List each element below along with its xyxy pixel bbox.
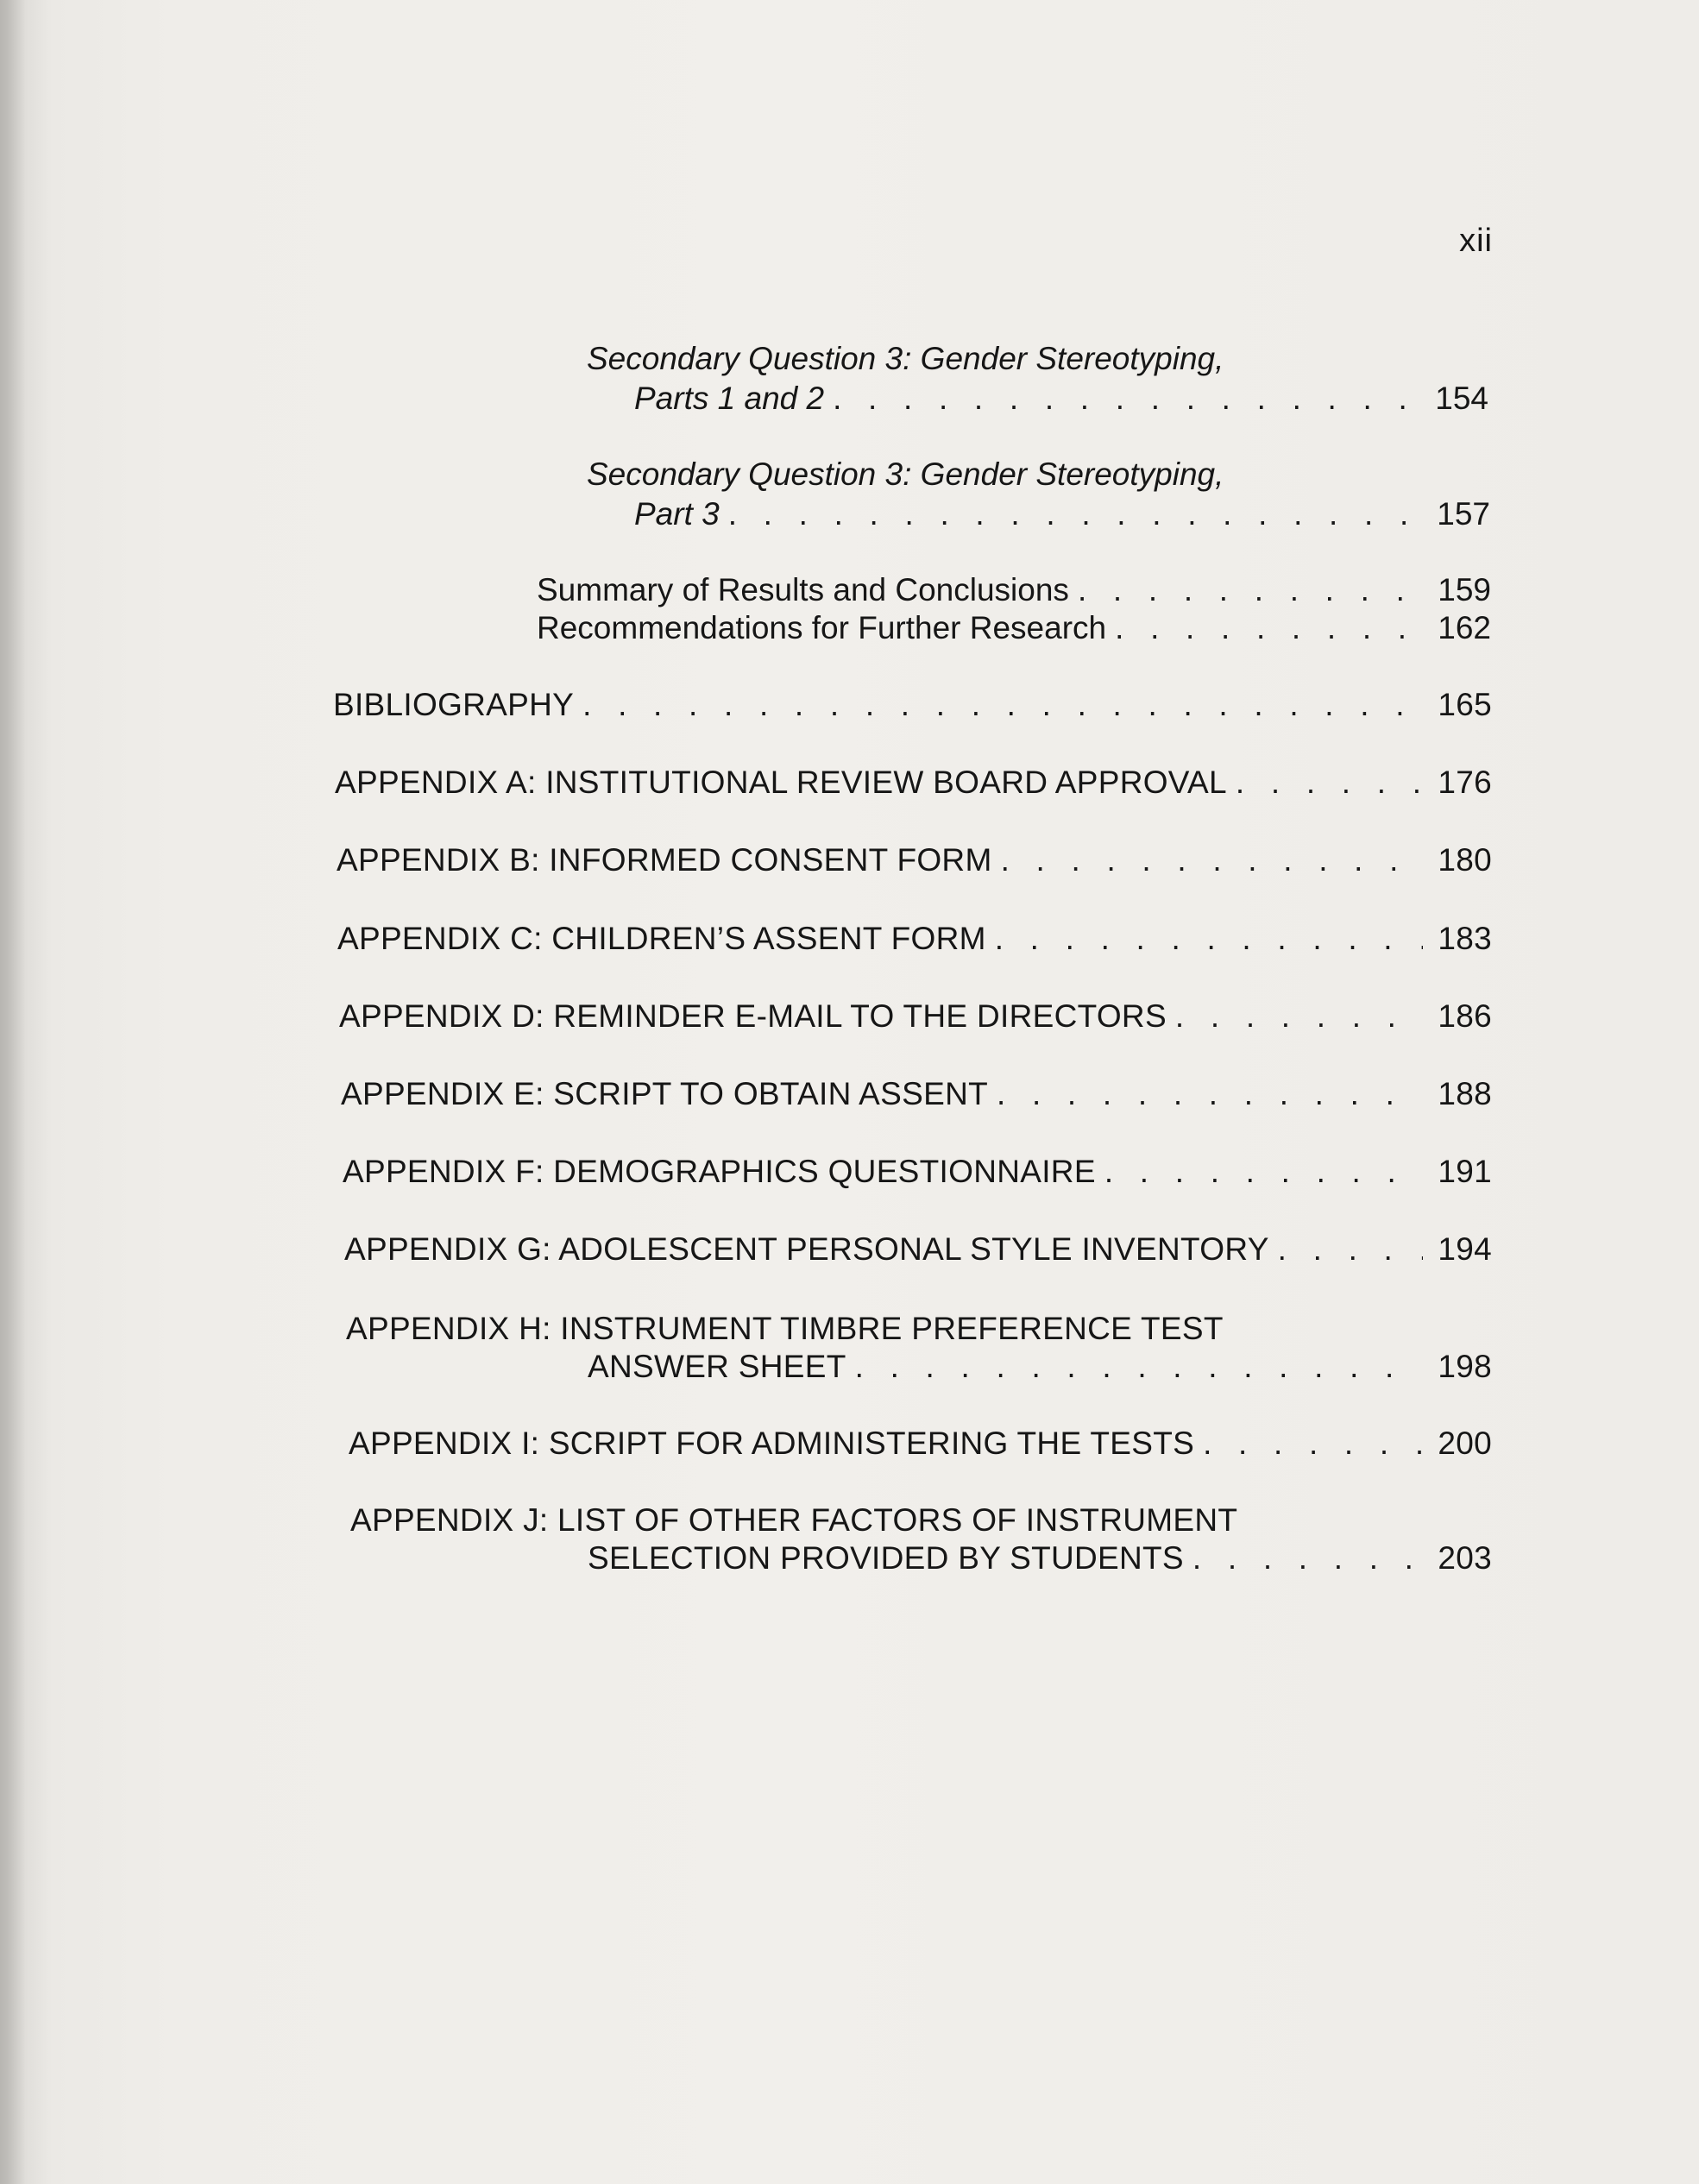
toc-entry-title: APPENDIX J: LIST OF OTHER FACTORS OF INSTRUMENT xyxy=(350,1502,1238,1538)
dot-leader xyxy=(986,920,1423,958)
toc-entry-page: 188 xyxy=(1438,1076,1492,1111)
dot-leader xyxy=(574,686,1423,724)
toc-entry-title-cont: Parts 1 and 2 xyxy=(634,381,825,416)
toc-entry-page: 154 xyxy=(1435,381,1488,416)
toc-entry-title-cont: SELECTION PROVIDED BY STUDENTS xyxy=(588,1540,1184,1576)
toc-entry-title: Secondary Question 3: Gender Stereotyping, xyxy=(587,456,1224,492)
toc-entry-title: Summary of Results and Conclusions xyxy=(537,572,1069,607)
toc-entry-page: 183 xyxy=(1438,921,1492,956)
toc-entry-title: APPENDIX B: INFORMED CONSENT FORM xyxy=(337,842,992,878)
toc-entry-page: 186 xyxy=(1438,998,1492,1034)
page-number: xii xyxy=(1459,223,1493,259)
dot-leader xyxy=(824,380,1419,418)
toc-entry-page: 159 xyxy=(1438,572,1491,607)
toc-entry-title-cont: Part 3 xyxy=(634,496,720,532)
toc-entry-title: APPENDIX H: INSTRUMENT TIMBRE PREFERENCE TEST xyxy=(346,1311,1224,1346)
toc-entry-line xyxy=(634,380,1488,418)
toc-entry-page: 194 xyxy=(1438,1231,1492,1267)
toc-entry-page: 191 xyxy=(1438,1154,1492,1189)
toc-entry-page: 200 xyxy=(1438,1426,1492,1461)
toc-entry-title: APPENDIX G: ADOLESCENT PERSONAL STYLE INVENTORY xyxy=(344,1231,1269,1267)
toc-entry-title: APPENDIX C: CHILDREN’S ASSENT FORM xyxy=(337,921,986,956)
toc-entry-page: 203 xyxy=(1438,1540,1492,1576)
dot-leader xyxy=(1167,998,1423,1035)
toc-entry-line xyxy=(588,1348,1492,1386)
toc-entry-title: APPENDIX A: INSTITUTIONAL REVIEW BOARD APPROVAL xyxy=(335,765,1227,800)
toc-entry-page: 176 xyxy=(1438,765,1492,800)
toc-entry-page: 165 xyxy=(1438,687,1492,722)
toc-entry-title: APPENDIX D: REMINDER E-MAIL TO THE DIRECTORS xyxy=(339,998,1167,1034)
toc-entry-page: 157 xyxy=(1437,496,1490,532)
toc-entry-line xyxy=(634,495,1490,533)
toc-entry-title: Secondary Question 3: Gender Stereotyping, xyxy=(587,341,1224,376)
dot-leader xyxy=(1096,1153,1423,1191)
toc-entry-page: 162 xyxy=(1438,610,1491,645)
toc-entry-title: Recommendations for Further Research xyxy=(537,610,1107,645)
dot-leader xyxy=(1106,609,1422,647)
dot-leader xyxy=(1269,1230,1423,1268)
dot-leader xyxy=(720,495,1421,533)
dot-leader xyxy=(988,1075,1423,1113)
toc-entry-title-cont: ANSWER SHEET xyxy=(588,1349,846,1384)
toc-entry-title: APPENDIX F: DEMOGRAPHICS QUESTIONNAIRE xyxy=(343,1154,1096,1189)
dot-leader xyxy=(1194,1425,1423,1463)
dot-leader xyxy=(1069,571,1422,609)
dot-leader xyxy=(1184,1539,1423,1577)
toc-entry-page: 180 xyxy=(1438,842,1492,878)
dot-leader xyxy=(846,1348,1423,1386)
toc-entry-page: 198 xyxy=(1438,1349,1492,1384)
dot-leader xyxy=(1227,764,1423,802)
toc-entry-line xyxy=(588,1539,1492,1577)
dot-leader xyxy=(992,841,1423,879)
toc-entry-title: APPENDIX I: SCRIPT FOR ADMINISTERING THE TESTS xyxy=(349,1426,1195,1461)
toc-entry-title: APPENDIX E: SCRIPT TO OBTAIN ASSENT xyxy=(341,1076,989,1111)
toc-entry-title: BIBLIOGRAPHY xyxy=(333,687,575,722)
